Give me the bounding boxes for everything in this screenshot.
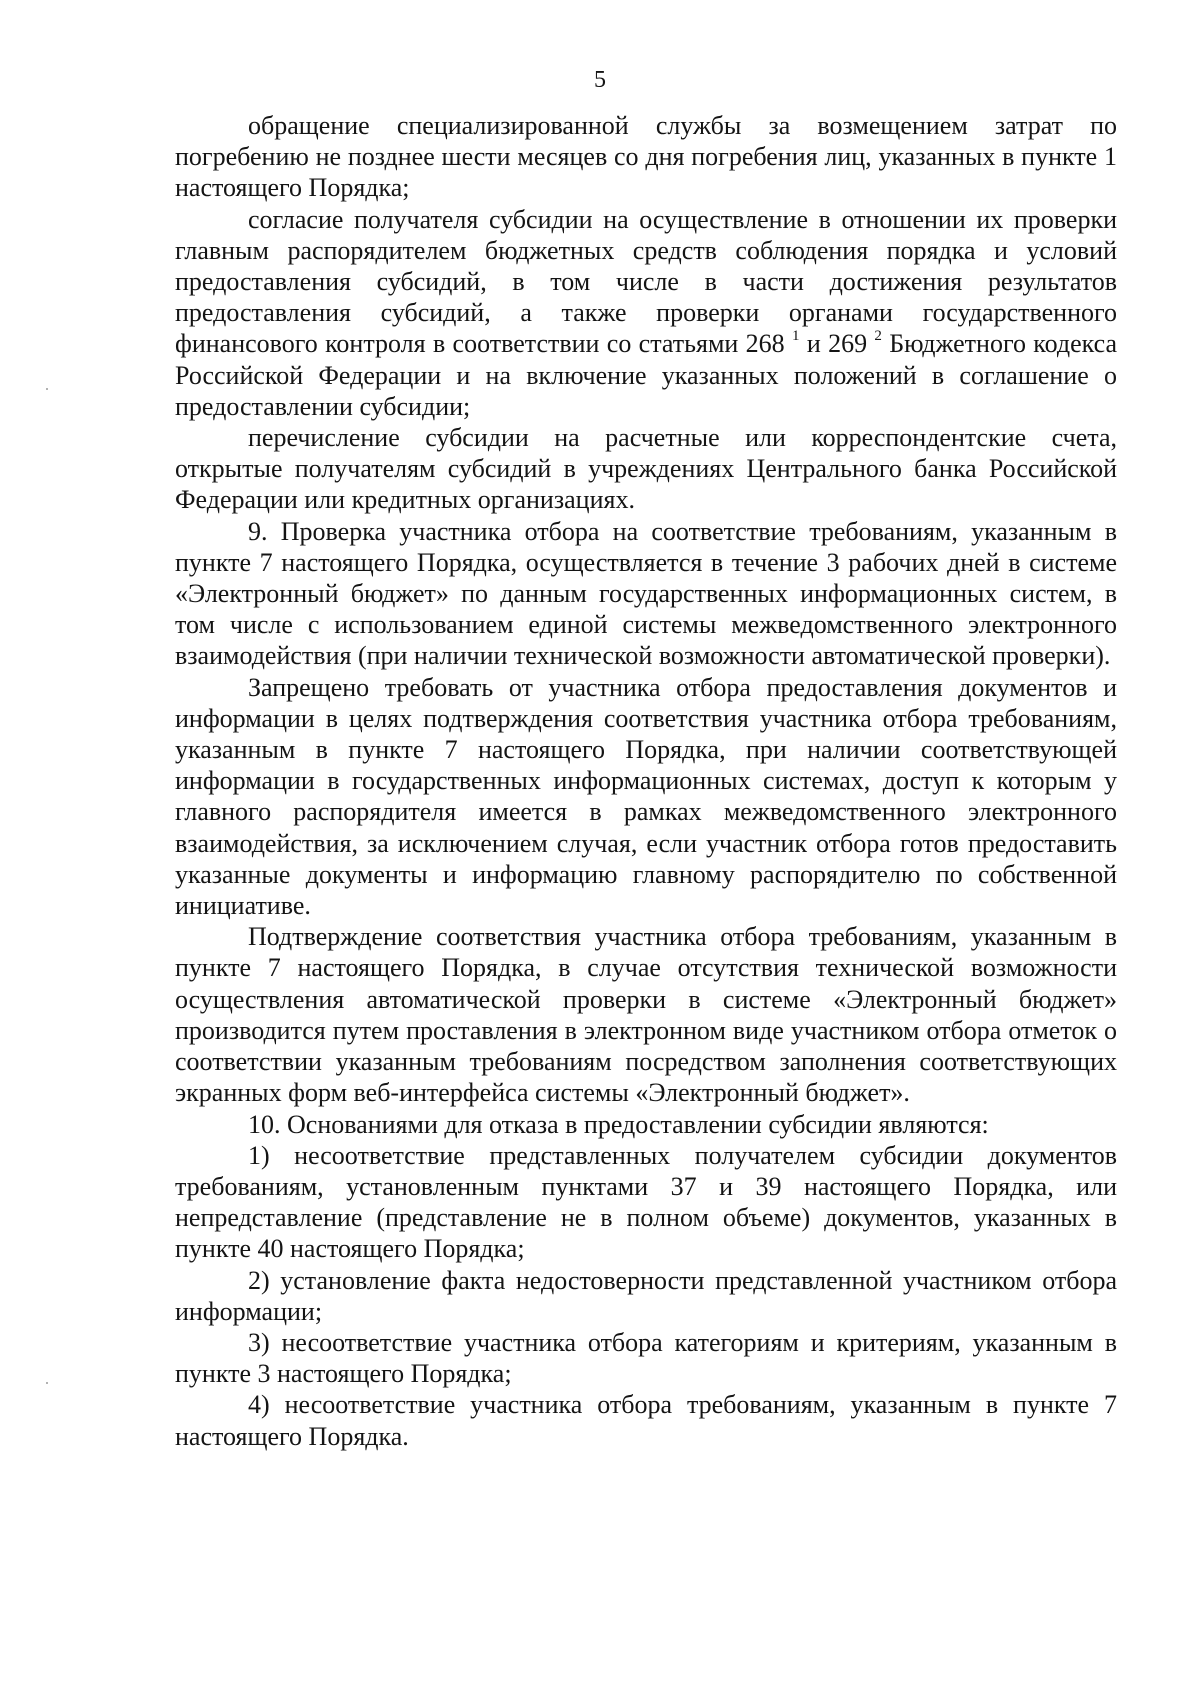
list-item-4: 4) несоответствие участника отбора требованиям, указанным в пункте 7 настоящего Порядка. [175, 1390, 1117, 1451]
page-number: 5 [594, 67, 606, 93]
superscript-1: 1 [791, 328, 800, 345]
list-item-1: 1) несоответствие представленных получателем субсидии документов требованиям, установленным пунктами 37 и 39 настоящего Порядка, или непредставление (представление не в полном объеме) документов, указанных в пункте 40 настоящего Порядка; [175, 1140, 1117, 1264]
document-body [175, 110, 1117, 1452]
superscript-2: 2 [874, 328, 882, 345]
paragraph-item-10: 10. Основаниями для отказа в предоставлении субсидии являются: [248, 1109, 989, 1139]
paragraph-claim-deadline: обращение специализированной службы за возмещением затрат по погребению не позднее шести месяцев со дня погребения лиц, указанных в пункте 1 настоящего Порядка; [175, 111, 1117, 203]
paragraph-consent-audit-part-a: согласие получателя субсидии на осуществление в отношении их проверки главным распорядителем бюджетных средств соблюдения порядка и условий предоставления субсидий, в том числе в части достижения результатов предоставления субсидий, а также проверки органами государственного финансового контроля в соответствии со статьями 268 [175, 204, 1117, 359]
list-item-2: 2) установление факта недостоверности представленной участником отбора информации; [175, 1265, 1117, 1326]
margin-speck-top [46, 388, 48, 390]
paragraph-transfer-accounts: перечисление субсидии на расчетные или корреспондентские счета, открытые получателям субсидий в учреждениях Центрального банка Российской Федерации или кредитных организациях. [175, 423, 1117, 515]
paragraph-prohibition: Запрещено требовать от участника отбора предоставления документов и информации в целях подтверждения соответствия участника отбора требованиям, указанным в пункте 7 настоящего Порядка, при наличии соответствующей информации в государственных информационных системах, доступ к которым у главного распорядителя имеется в рамках межведомственного электронного взаимодействия, за исключением случая, если участник отбора готов предоставить указанные документы и информацию главному распорядителю по собственной инициативе. [175, 672, 1117, 921]
paragraph-confirmation: Подтверждение соответствия участника отбора требованиям, указанным в пункте 7 настоящего Порядка, в случае отсутствия технической возможности осуществления автоматической проверки в системе «Электронный бюджет» производится путем проставления в электронном виде участником отбора отметок о соответствии указанным требованиям посредством заполнения соответствующих экранных форм веб-интерфейса системы «Электронный бюджет». [175, 922, 1117, 1108]
margin-speck-bottom [46, 1382, 48, 1384]
paragraph-consent-audit-part-b: и 269 [799, 329, 868, 359]
paragraph-consent-audit [175, 204, 1117, 422]
paragraph-consent-audit-part-c: Бюджетного кодекса Российской Федерации и на включение указанных положений в соглашение о предоставлении субсидии; [175, 329, 1118, 421]
paragraph-item-9: 9. Проверка участника отбора на соответствие требованиям, указанным в пункте 7 настоящего Порядка, осуществляется в течение 3 рабочих дней в системе «Электронный бюджет» по данным государственных информационных систем, в том числе с использованием единой системы межведомственного электронного взаимодействия (при наличии технической возможности автоматической проверки). [175, 516, 1117, 671]
list-item-3: 3) несоответствие участника отбора категориям и критериям, указанным в пункте 3 настоящего Порядка; [175, 1327, 1117, 1389]
